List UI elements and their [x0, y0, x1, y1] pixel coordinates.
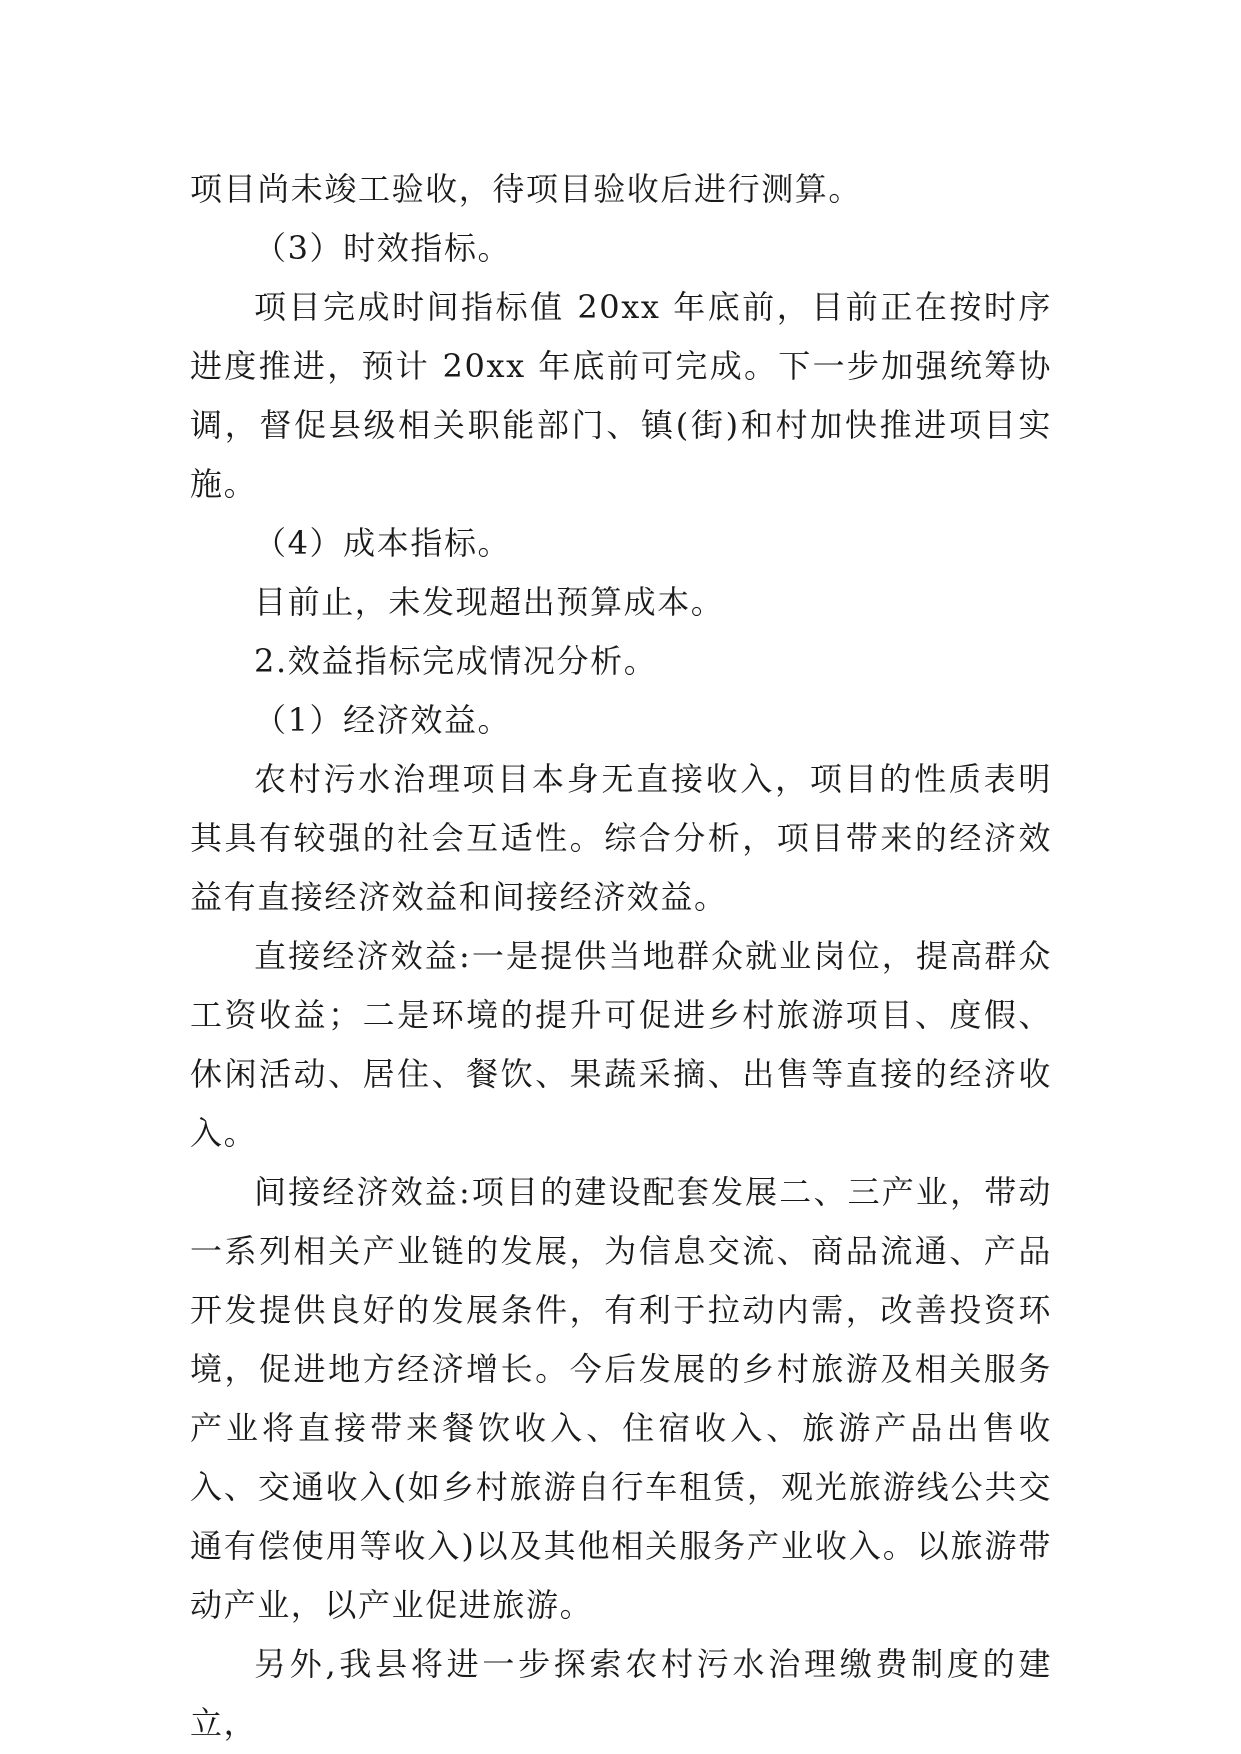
- paragraph-economic-overview: 农村污水治理项目本身无直接收入，项目的性质表明其具有较强的社会互适性。综合分析，项目带来的经济效益有直接经济效益和间接经济效益。: [190, 760, 1052, 916]
- heading-benefit-analysis: 2.效益指标完成情况分析。: [254, 642, 658, 680]
- heading-cost-indicator: （4）成本指标。: [254, 524, 512, 562]
- paragraph-fee-system: 另外,我县将进一步探索农村污水治理缴费制度的建立，: [190, 1645, 1052, 1742]
- paragraph-direct-benefit: 直接经济效益:一是提供当地群众就业岗位，提高群众工资收益；二是环境的提升可促进乡村旅游项目、度假、休闲活动、居住、餐饮、果蔬采摘、出售等直接的经济收入。: [190, 937, 1052, 1152]
- heading-timeliness-indicator: （3）时效指标。: [254, 229, 512, 267]
- paragraph-indirect-benefit: 间接经济效益:项目的建设配套发展二、三产业，带动一系列相关产业链的发展，为信息交流、商品流通、产品开发提供良好的发展条件，有利于拉动内需，改善投资环境，促进地方经济增长。今后发展的乡村旅游及相关服务产业将直接带来餐饮收入、住宿收入、旅游产品出售收入、交通收入(如乡村旅游自行车租赁，观光旅游线公共交通有偿使用等收入)以及其他相关服务产业收入。以旅游带动产业，以产业促进旅游。: [190, 1173, 1052, 1624]
- paragraph-timeliness: 项目完成时间指标值 20xx 年底前，目前正在按时序进度推进，预计 20xx 年底前可完成。下一步加强统筹协调，督促县级相关职能部门、镇(街)和村加快推进项目实施。: [190, 288, 1052, 503]
- heading-economic-benefit: （1）经济效益。: [254, 701, 512, 739]
- document-body: [190, 160, 1052, 1753]
- paragraph-acceptance-note: 项目尚未竣工验收，待项目验收后进行测算。: [190, 170, 863, 208]
- paragraph-cost: 目前止，未发现超出预算成本。: [254, 583, 725, 621]
